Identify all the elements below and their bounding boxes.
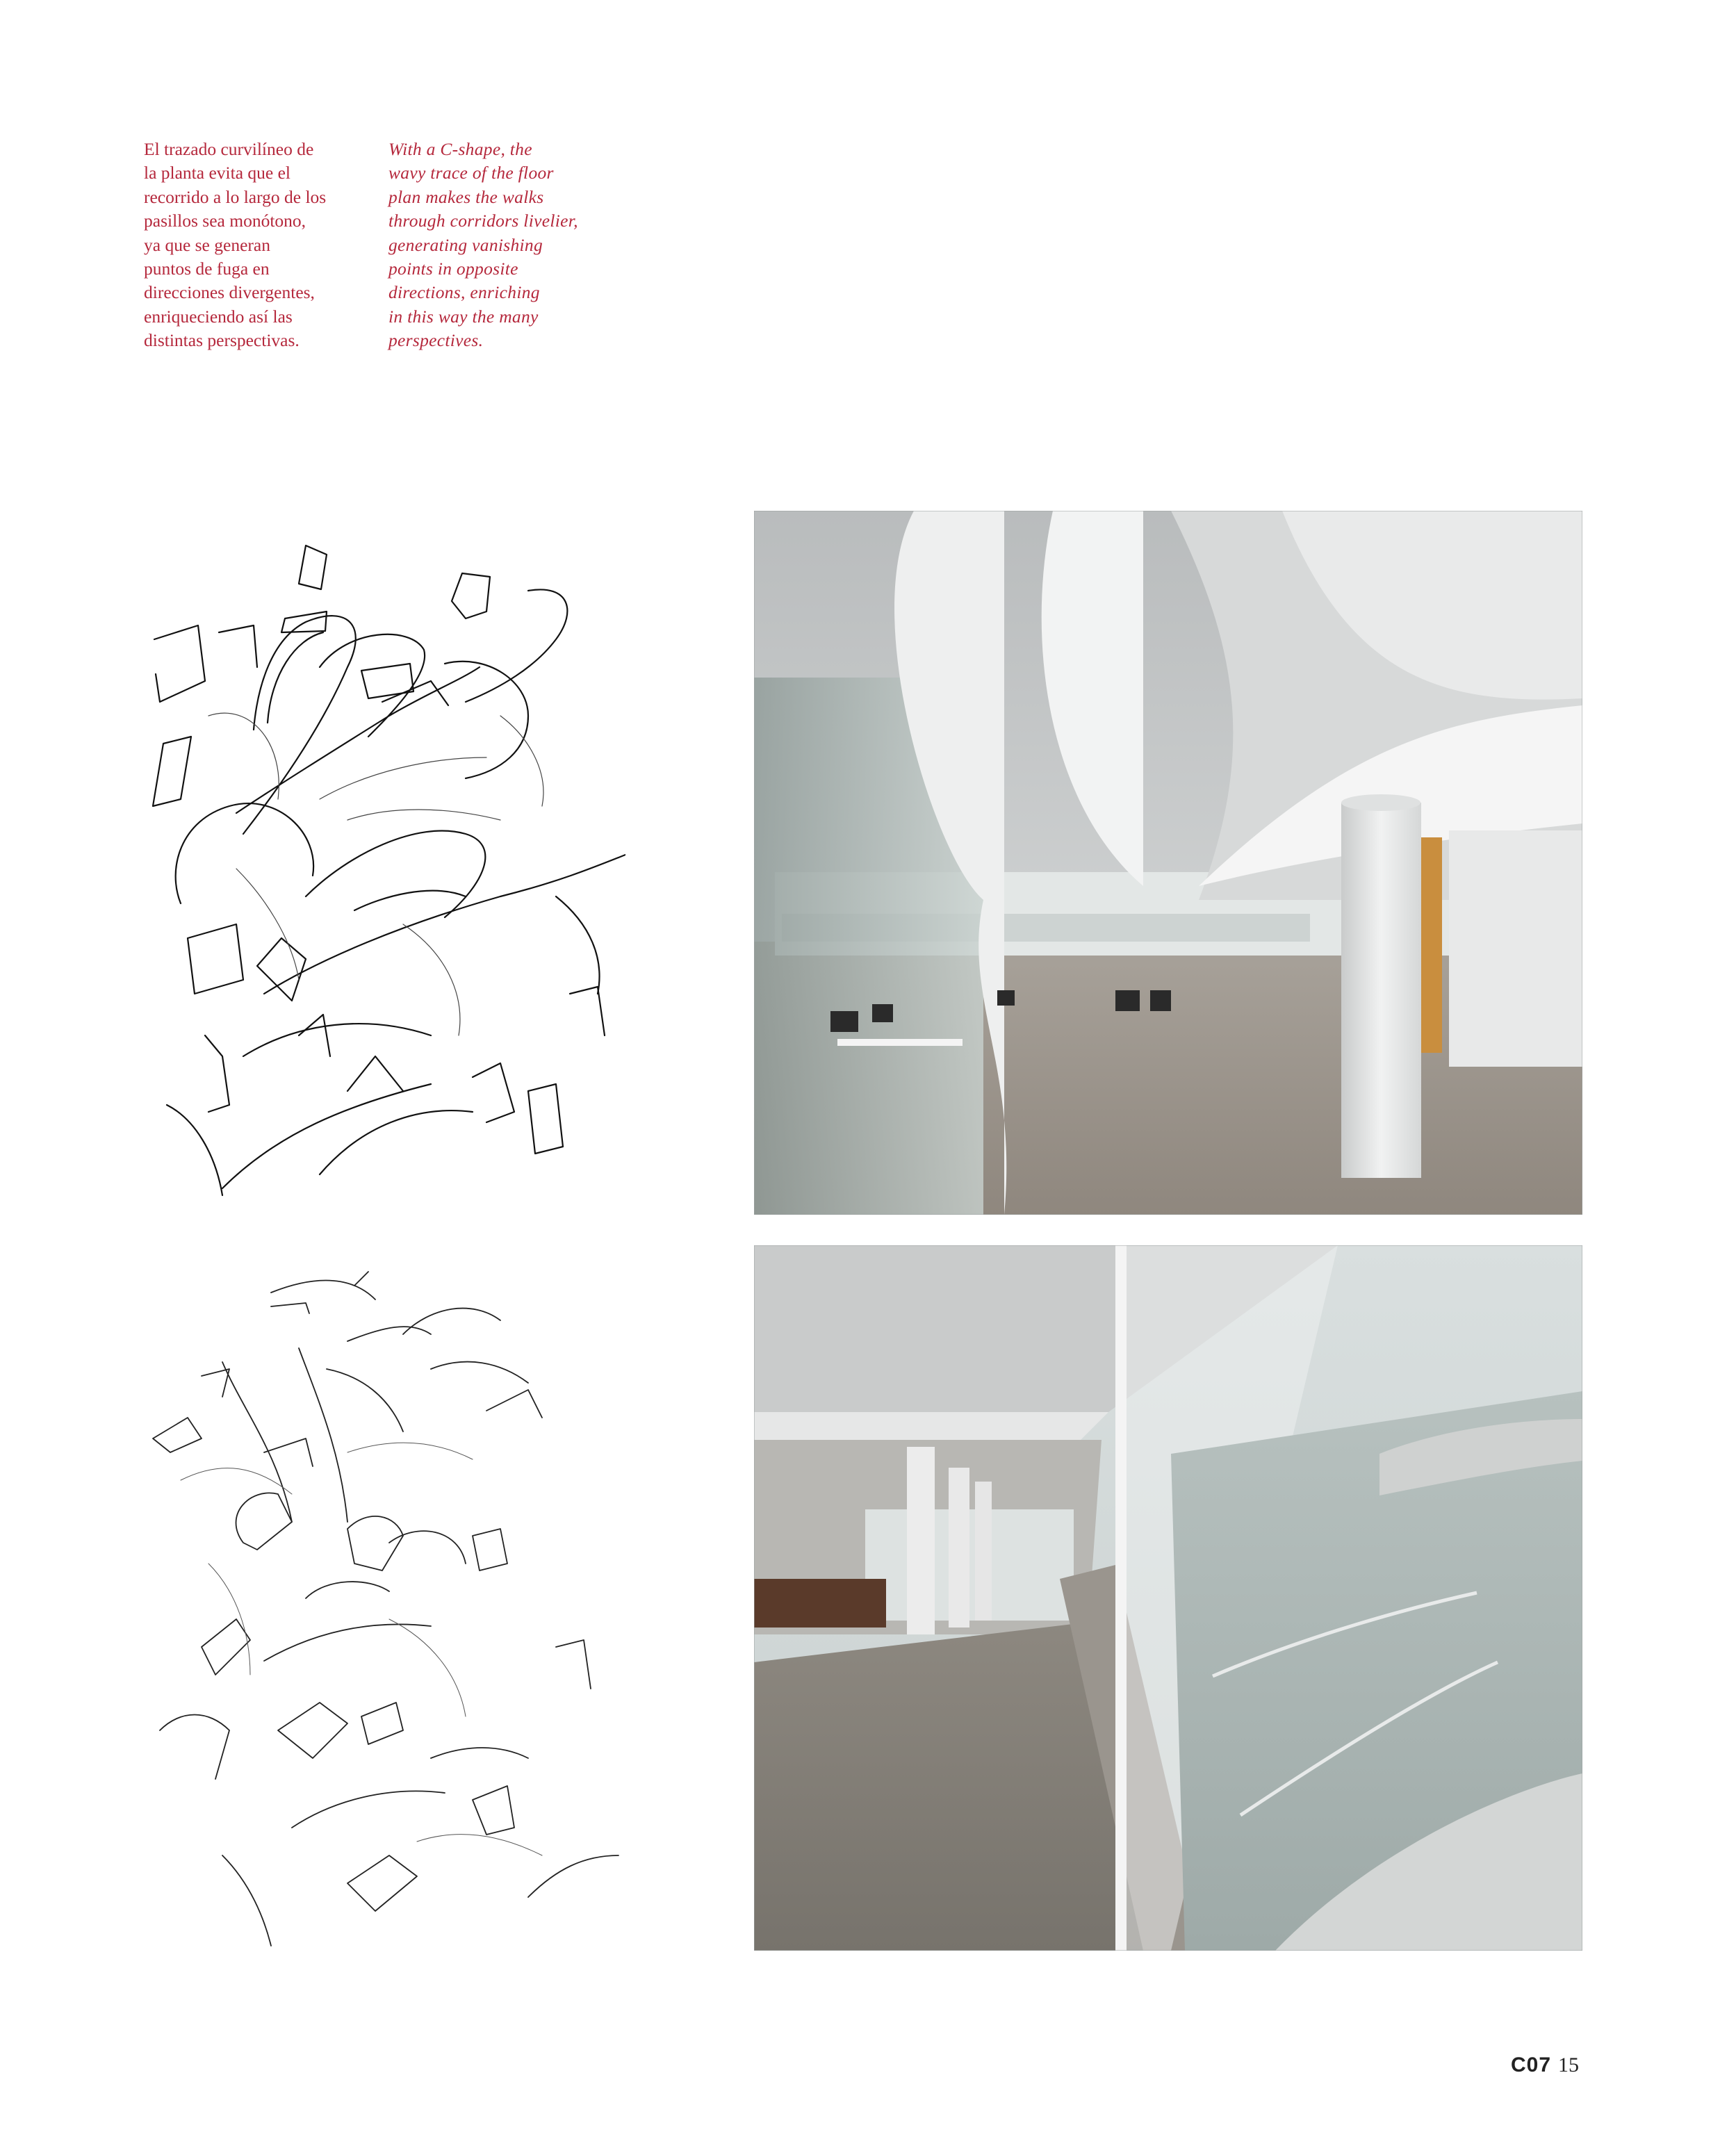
lake-view-corridor-photo [754,1245,1582,1951]
caption-line: pasillos sea monótono, [144,211,306,231]
caption-line: With a C-shape, the [388,139,532,159]
caption-line: ya que se generan [144,234,270,255]
architect-sketch-top [139,507,625,1230]
caption-line: perspectives. [388,330,484,351]
caption-line: direcciones divergentes, [144,282,315,303]
caption-line: plan makes the walks [388,186,544,207]
caption-line: El trazado curvilíneo de [144,139,314,159]
caption-line: points in opposite [388,259,518,279]
caption-line: wavy trace of the floor [388,163,554,183]
caption-line: in this way the many [388,306,539,327]
caption-line: recorrido a lo largo de los [144,186,327,207]
page-number: 15 [1558,2053,1580,2076]
page-folio [1511,2053,1579,2077]
caption-line: generating vanishing [388,234,543,255]
caption-line: la planta evita que el [144,163,290,183]
architect-sketch-bottom [139,1230,625,1953]
caption-line: distintas perspectivas. [144,330,300,351]
caption-line: enriqueciendo así las [144,306,293,327]
caption-english [388,138,618,353]
caption-line: through corridors livelier, [388,211,578,231]
magazine-issue: C07 [1511,2053,1552,2076]
interior-corridor-photo [754,511,1582,1215]
caption-line: directions, enriching [388,282,540,303]
caption-line: puntos de fuga en [144,259,270,279]
caption-spanish [144,138,366,353]
